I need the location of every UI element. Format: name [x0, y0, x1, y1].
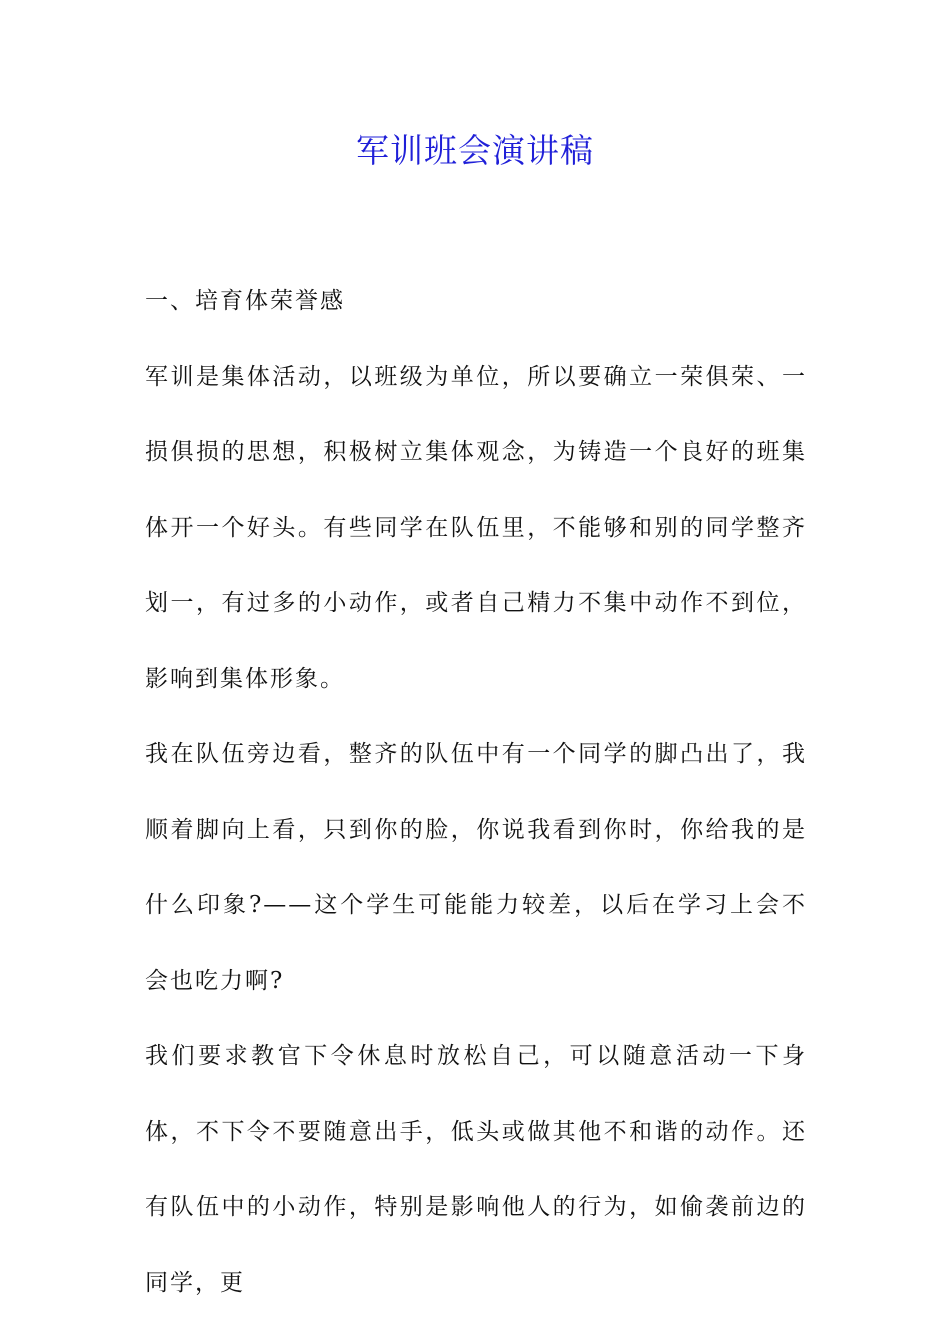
document-title: 军训班会演讲稿: [356, 131, 594, 170]
paragraph-3: 我们要求教官下令休息时放松自己，可以随意活动一下身体，不下令不要随意出手，低头或做其他不和谐的动作。还有队伍中的小动作，特别是影响他人的行为，如偷袭前边的同学，更: [145, 1043, 807, 1296]
paragraph-2: 我在队伍旁边看，整齐的队伍中有一个同学的脚凸出了，我顺着脚向上看，只到你的脸，你说我看到你时，你给我的是什么印象?——这个学生可能能力较差，以后在学习上会不会也吃力啊?: [145, 741, 807, 994]
paragraph-1: 军训是集体活动，以班级为单位，所以要确立一荣俱荣、一损俱损的思想，积极树立集体观念，为铸造一个良好的班集体开一个好头。有些同学在队伍里，不能够和别的同学整齐划一，有过多的小动作，或者自己精力不集中动作不到位，影响到集体形象。: [145, 363, 807, 692]
section-heading: 一、培育体荣誉感: [145, 288, 345, 314]
document-body: [145, 264, 807, 1321]
